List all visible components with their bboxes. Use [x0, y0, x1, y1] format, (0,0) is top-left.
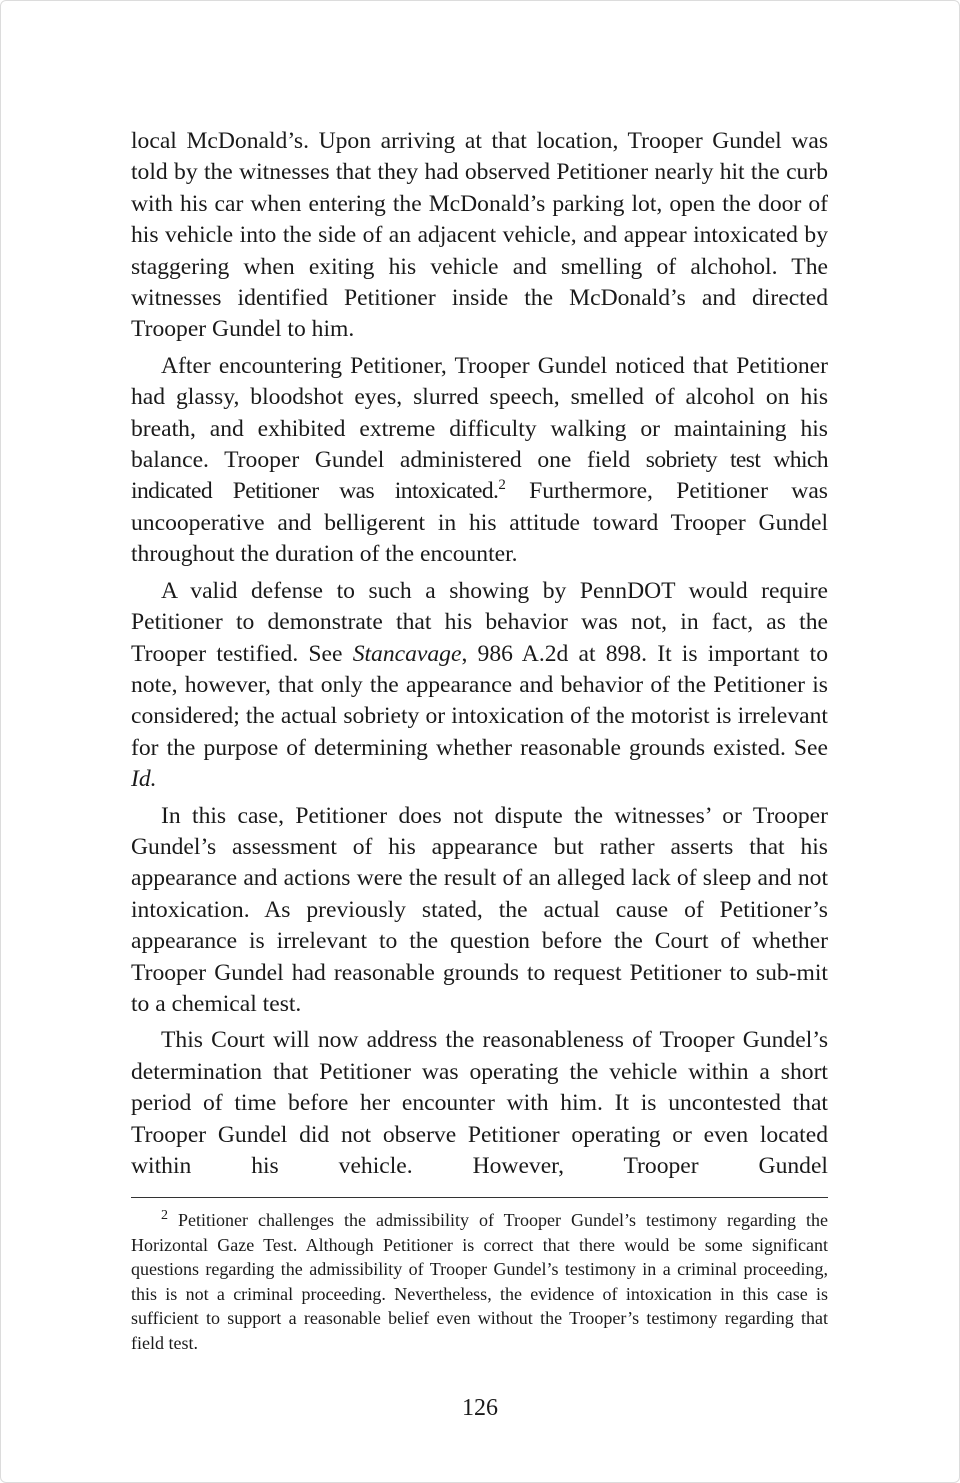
footnote-divider	[131, 1197, 828, 1198]
paragraph-2-text-c: Furthermore, Petitioner was uncooperative and belligerent in his attitude toward Trooper Gundel throughout the duration of the encounter.	[131, 478, 828, 568]
paragraph-4-text: In this case, Petitioner does not dispute the witnesses’ or Trooper Gundel’s assessment of his appearance but rather asserts that his appearance and actions were the result of an alleged lack of sleep and not intoxication. As previously stated, the actual cause of Petitioner’s appearance is irrelevant to the question before the Court of whether Trooper Gundel had reasonable grounds to request Petitioner to sub-mit to a chemical test.	[131, 802, 828, 1017]
footnote	[131, 1208, 828, 1356]
paragraph-2-text-a: After encountering Petitioner, Trooper Gundel noticed that Petitioner had glassy, bloodshot eyes, slurred speech, smelled of alcohol on his breath, and exhibited extreme difficulty walking or maintaining his balance. Trooper Gundel administered one field	[131, 352, 828, 474]
paragraph-3-text-a: A valid defense to such a showing by PennDOT would require Petitioner to demonstrate that his behavior was not, in fact, as the Trooper testified. See	[131, 577, 828, 667]
paragraph-5-text: This Court will now address the reasonableness of Trooper Gundel’s determination that Petitioner was operating the vehicle within a short period of time before her encounter with him. It is uncontested that Trooper Gundel did not observe Petitioner operating or even located within his vehicle. However, Trooper Gundel	[131, 1027, 828, 1179]
case-citation-italic: Stancavage	[352, 640, 462, 667]
footnote-text: Petitioner challenges the admissibility of Trooper Gundel’s testimony regarding the Horizontal Gaze Test. Although Petitioner is correct that there would be some significant questions regarding the admissibility of Trooper Gundel’s testimony in a criminal proceeding, this is not a criminal proceeding. Nevertheless, the evidence of intoxication in this case is sufficient to support a reasonable belief even without the Trooper’s testimony regarding that field test.	[131, 1210, 828, 1353]
footnote-number: 2	[161, 1208, 168, 1223]
paragraph-2	[131, 351, 828, 571]
paragraph-1	[131, 126, 828, 346]
id-citation-italic: Id.	[131, 766, 157, 793]
paragraph-3	[131, 576, 828, 796]
paragraph-2-text-b: sobriety test which indicated Petitioner was intoxicated.	[131, 447, 828, 505]
body-text	[131, 126, 828, 1182]
paragraph-3-text-b: , 986 A.2d at 898. It is important to note, however, that only the appearance and behavior of the Petitioner is considered; the actual sobriety or intoxication of the motorist is irrelevant for the purpose of determining whether reasonable grounds existed. See	[131, 640, 828, 761]
page-number: 126	[462, 1395, 498, 1421]
paragraph-4	[131, 801, 828, 1021]
footnote-reference: 2	[498, 477, 506, 494]
paragraph-1-text: local McDonald’s. Upon arriving at that location, Trooper Gundel was told by the witnesses that they had observed Petitioner nearly hit the curb with his car when entering the McDonald’s parking lot, open the door of his vehicle into the side of an adjacent vehicle, and appear intoxicated by staggering when exiting his vehicle and smelling of alchohol. The witnesses identified Petitioner inside the McDonald’s and directed Trooper Gundel to him.	[131, 128, 828, 343]
paragraph-5	[131, 1025, 828, 1182]
